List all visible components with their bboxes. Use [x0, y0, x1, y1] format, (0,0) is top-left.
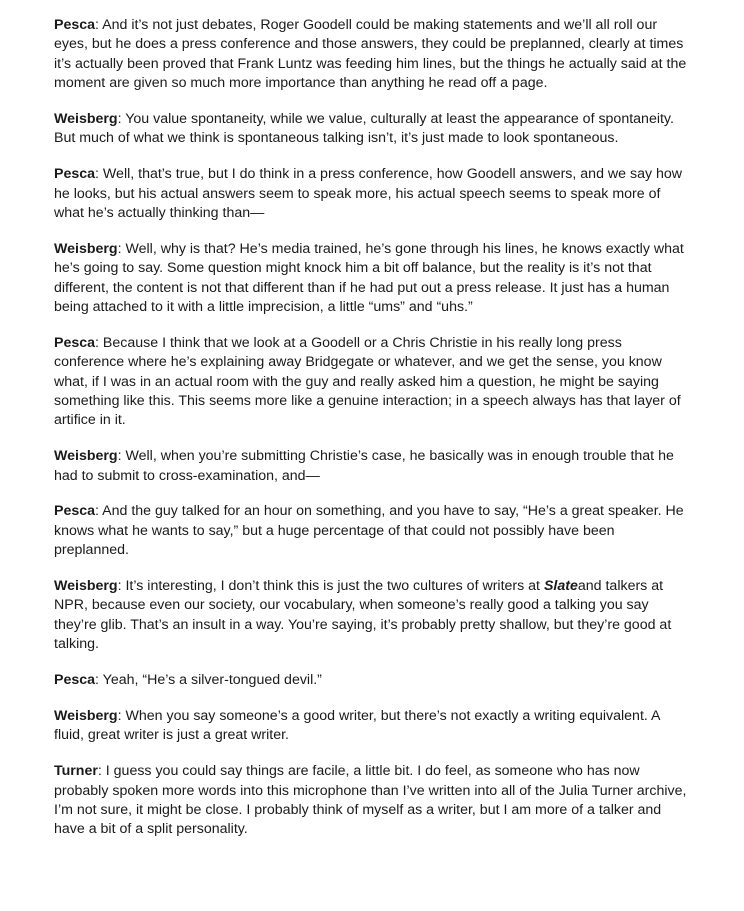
transcript-paragraph [54, 110, 690, 149]
transcript-page [54, 16, 690, 856]
speaker-name: Turner [54, 763, 98, 780]
speaker-name: Weisberg [54, 578, 118, 595]
speaker-name: Pesca [54, 17, 96, 33]
transcript-paragraph [54, 165, 690, 223]
paragraph-text: and talkers at NPR, because even our society, our vocabulary, when someone’s really good a talking you say they’re glib. That’s an insult in a way. You’re saying, it’s probably pretty shallow, but they’re good at talking. [54, 578, 672, 653]
speaker-name: Weisberg [54, 240, 118, 257]
speaker-name: Weisberg [54, 448, 118, 465]
transcript-paragraph [54, 334, 690, 431]
transcript-paragraph [54, 577, 690, 655]
transcript-paragraph [54, 16, 690, 94]
paragraph-text: : It’s interesting, I don’t think this is just the two cultures of writers at [117, 578, 544, 595]
speaker-name: Pesca [54, 166, 96, 183]
speaker-name: Weisberg [54, 111, 118, 128]
paragraph-text: : Yeah, “He’s a silver-tongued devil.” [95, 672, 322, 689]
publication-name: Slate [543, 578, 578, 595]
paragraph-text: : You value spontaneity, while we value, culturally at least the appearance of spontaneity. But much of what we think is spontaneous talking isn’t, it’s just made to look spontaneous. [54, 111, 674, 147]
transcript-paragraph [54, 447, 690, 486]
paragraph-text: : And the guy talked for an hour on something, and you have to say, “He’s a great speaker. He knows what he wants to say,” but a huge percentage of that could not possibly have been preplanned. [54, 503, 684, 559]
transcript-paragraph [54, 707, 690, 746]
paragraph-text: : Well, why is that? He’s media trained, he’s gone through his lines, he knows exactly what he’s going to say. Some question might knock him a bit off balance, but the reality is it’s not that different, the content is not that different than if he had put out a press release. It just has a human being attached to it with a little imprecision, a little “ums” and “uhs.” [54, 240, 684, 316]
transcript-paragraph [54, 502, 690, 560]
transcript-paragraph [54, 240, 690, 318]
paragraph-text: : When you say someone’s a good writer, but there’s not exactly a writing equivalent. A fluid, great writer is just a great writer. [54, 707, 660, 744]
paragraph-text: : Well, when you’re submitting Christie’s case, he basically was in enough trouble that he had to submit to cross-examination, and— [54, 448, 674, 484]
paragraph-text: : I guess you could say things are facile, a little bit. I do feel, as someone who has now probably spoken more words into this microphone than I’ve written into all of the Julia Turner archive, I’m not sure, it might be close. I probably think of myself as a writer, but I am more of a talker and have a bit of a split personality. [54, 763, 687, 838]
transcript-paragraph [54, 762, 690, 840]
paragraph-text: : Because I think that we look at a Goodell or a Chris Christie in his really long press conference where he’s explaining away Bridgegate or whatever, and we get the sense, you know what, if I was in an actual room with the guy and really asked him a question, he might be saying something like this. This seems more like a genuine interaction; in a speech always has that layer of artifice in it. [54, 334, 681, 429]
speaker-name: Pesca [54, 503, 96, 520]
speaker-name: Pesca [54, 672, 96, 689]
transcript-paragraph [54, 671, 690, 690]
speaker-name: Weisberg [54, 707, 118, 724]
paragraph-text: : And it’s not just debates, Roger Goodell could be making statements and we’ll all roll our eyes, but he does a press conference and those answers, they could be preplanned, clearly at times it’s actually been proved that Frank Luntz was feeding him lines, but the things he actually said at the moment are given so much more importance than anything he read off a page. [54, 17, 687, 92]
paragraph-text: : Well, that’s true, but I do think in a press conference, how Goodell answers, and we say how he looks, but his actual answers seem to speak more, his actual speech seems to speak more of what he’s actually thinking than— [54, 166, 683, 222]
speaker-name: Pesca [54, 334, 96, 351]
